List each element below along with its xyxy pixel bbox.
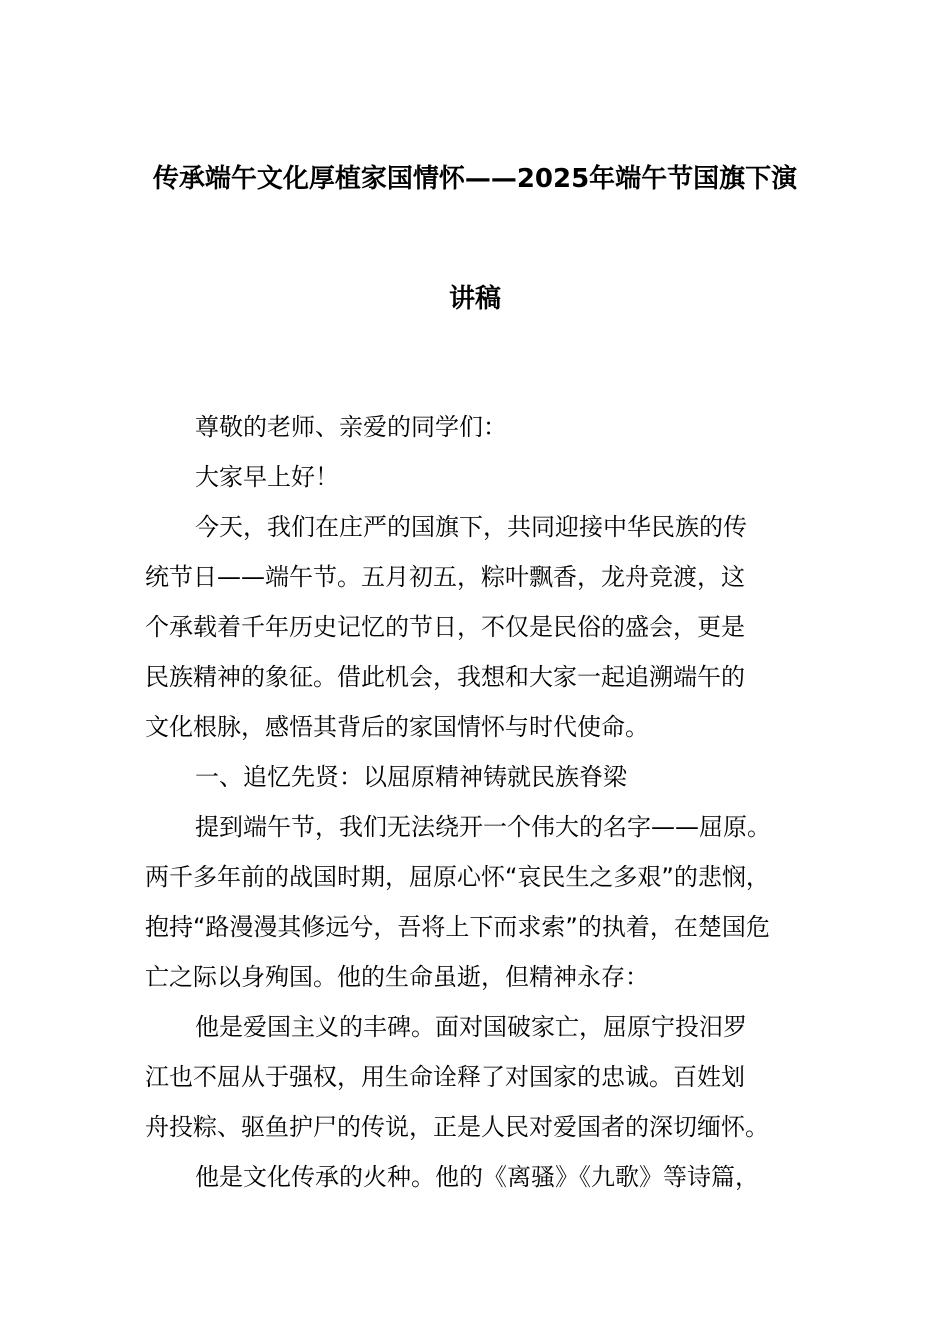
salutation: 尊敬的老师、亲爱的同学们： <box>195 413 507 441</box>
document-body <box>145 402 805 1202</box>
body-paragraph-patriotism: 他是爱国主义的丰碑。面对国破家亡，屈原宁投汨罗 江也不屈从于强权，用生命诠释了对国家的忠诚。百姓划 舟投粽、驱鱼护尸的传说，正是人民对爱国者的深切缅怀。 <box>145 1013 769 1141</box>
body-paragraph-intro: 今天，我们在庄严的国旗下，共同迎接中华民族的传 统节日——端午节。五月初五，粽叶飘香，龙舟竞渡，这 个承载着千年历史记忆的节日，不仅是民俗的盛会，更是 民族精神的象征。借此机会，我想和大家一起追溯端午的 文化根脉，感悟其背后的家国情怀与时代使命。 <box>145 513 747 741</box>
document-title-line-2: 讲稿 <box>448 284 501 314</box>
document-title-line-1: 传承端午文化厚植家国情怀——2025年端午节国旗下演 <box>152 164 798 194</box>
body-paragraph-culture: 他是文化传承的火种。他的《离骚》《九歌》等诗篇， <box>195 1163 759 1191</box>
section-heading-1: 一、追忆先贤：以屈原精神铸就民族脊梁 <box>195 763 627 791</box>
greeting: 大家早上好！ <box>195 463 339 491</box>
body-paragraph-quyuan: 提到端午节，我们无法绕开一个伟大的名字——屈原。 两千多年前的战国时期，屈原心怀“哀民生之多艰”的悲悯， 抱持“路漫漫其修远兮，吾将上下而求索”的执着，在楚国危 亡之际以身殉国。他的生命虽逝，但精神永存： <box>145 813 771 991</box>
